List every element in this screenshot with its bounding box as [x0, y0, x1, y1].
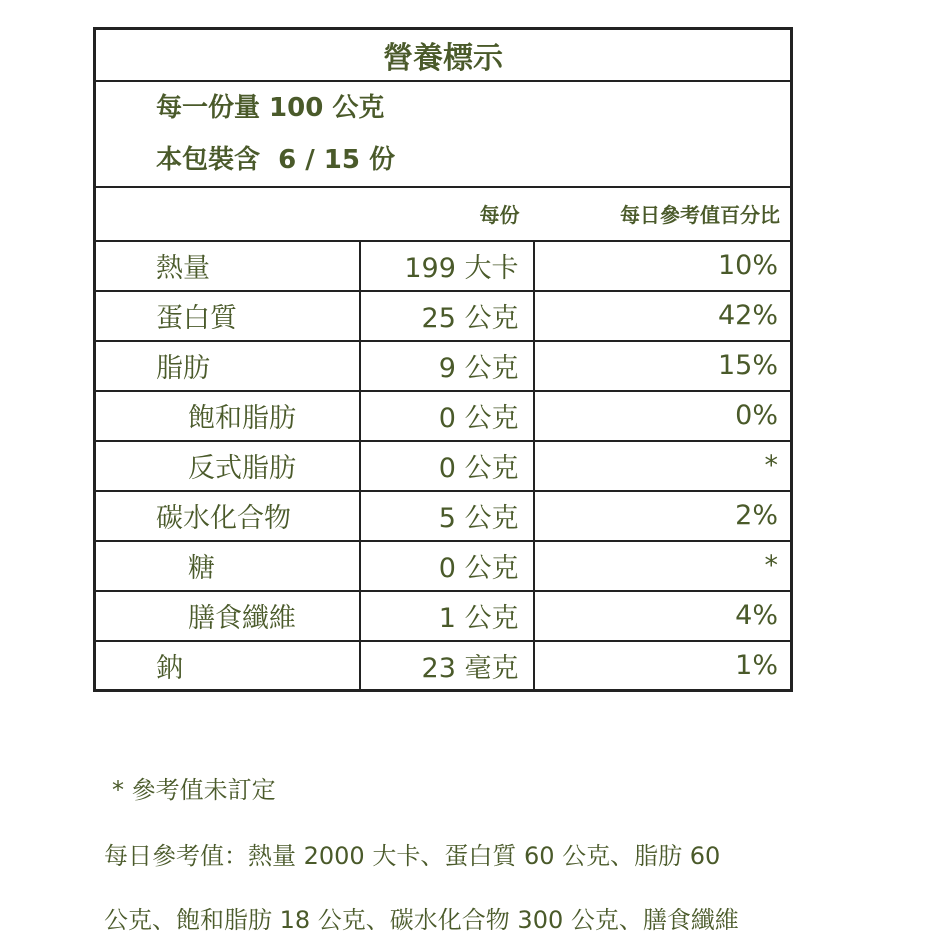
header-name-cell	[95, 187, 360, 241]
nutrient-name: 鈉	[95, 641, 360, 691]
header-daily-value: 每日參考值百分比	[534, 187, 792, 241]
nutrient-row	[95, 291, 792, 341]
nutrient-daily-value: *	[534, 541, 792, 591]
nutrient-name: 脂肪	[95, 341, 360, 391]
column-header-row	[95, 187, 792, 241]
nutrient-daily-value: 15%	[534, 341, 792, 391]
nutrient-name: 飽和脂肪	[95, 391, 360, 441]
footnote-daily-line-2: 公克、飽和脂肪 18 公克、碳水化合物 300 公克、膳食纖維	[104, 906, 739, 934]
nutrient-daily-value: 42%	[534, 291, 792, 341]
nutrient-row	[95, 641, 792, 691]
nutrient-row	[95, 341, 792, 391]
nutrient-amount: 23 毫克	[360, 641, 534, 691]
header-per-serving: 每份	[360, 187, 534, 241]
nutrient-name: 蛋白質	[95, 291, 360, 341]
nutrient-name: 熱量	[95, 241, 360, 291]
nutrient-amount: 5 公克	[360, 491, 534, 541]
nutrient-row	[95, 241, 792, 291]
nutrient-daily-value: 4%	[534, 591, 792, 641]
nutrient-amount: 25 公克	[360, 291, 534, 341]
serving-size: 每一份量 100 公克	[156, 92, 385, 123]
serving-info	[95, 81, 792, 187]
nutrient-row	[95, 591, 792, 641]
nutrient-daily-value: 2%	[534, 491, 792, 541]
nutrient-row	[95, 391, 792, 441]
nutrient-amount: 9 公克	[360, 341, 534, 391]
nutrient-amount: 0 公克	[360, 541, 534, 591]
nutrient-amount: 199 大卡	[360, 241, 534, 291]
nutrient-name: 反式脂肪	[95, 441, 360, 491]
nutrient-amount: 0 公克	[360, 391, 534, 441]
nutrient-row	[95, 541, 792, 591]
nutrient-daily-value: *	[534, 441, 792, 491]
nutrient-row	[95, 491, 792, 541]
servings-per-pack: 本包裝含 6 / 15 份	[156, 144, 396, 175]
nutrient-amount: 1 公克	[360, 591, 534, 641]
nutrient-daily-value: 10%	[534, 241, 792, 291]
nutrient-name: 膳食纖維	[95, 591, 360, 641]
label-title: 營養標示	[95, 29, 792, 81]
footnote-star: * 參考值未訂定	[112, 776, 276, 804]
nutrient-daily-value: 0%	[534, 391, 792, 441]
nutrient-name: 碳水化合物	[95, 491, 360, 541]
nutrient-amount: 0 公克	[360, 441, 534, 491]
nutrition-label-table	[93, 27, 793, 692]
footnote-daily-line-1: 每日參考值：熱量 2000 大卡、蛋白質 60 公克、脂肪 60	[104, 842, 721, 870]
nutrient-name: 糖	[95, 541, 360, 591]
nutrient-daily-value: 1%	[534, 641, 792, 691]
nutrient-row	[95, 441, 792, 491]
